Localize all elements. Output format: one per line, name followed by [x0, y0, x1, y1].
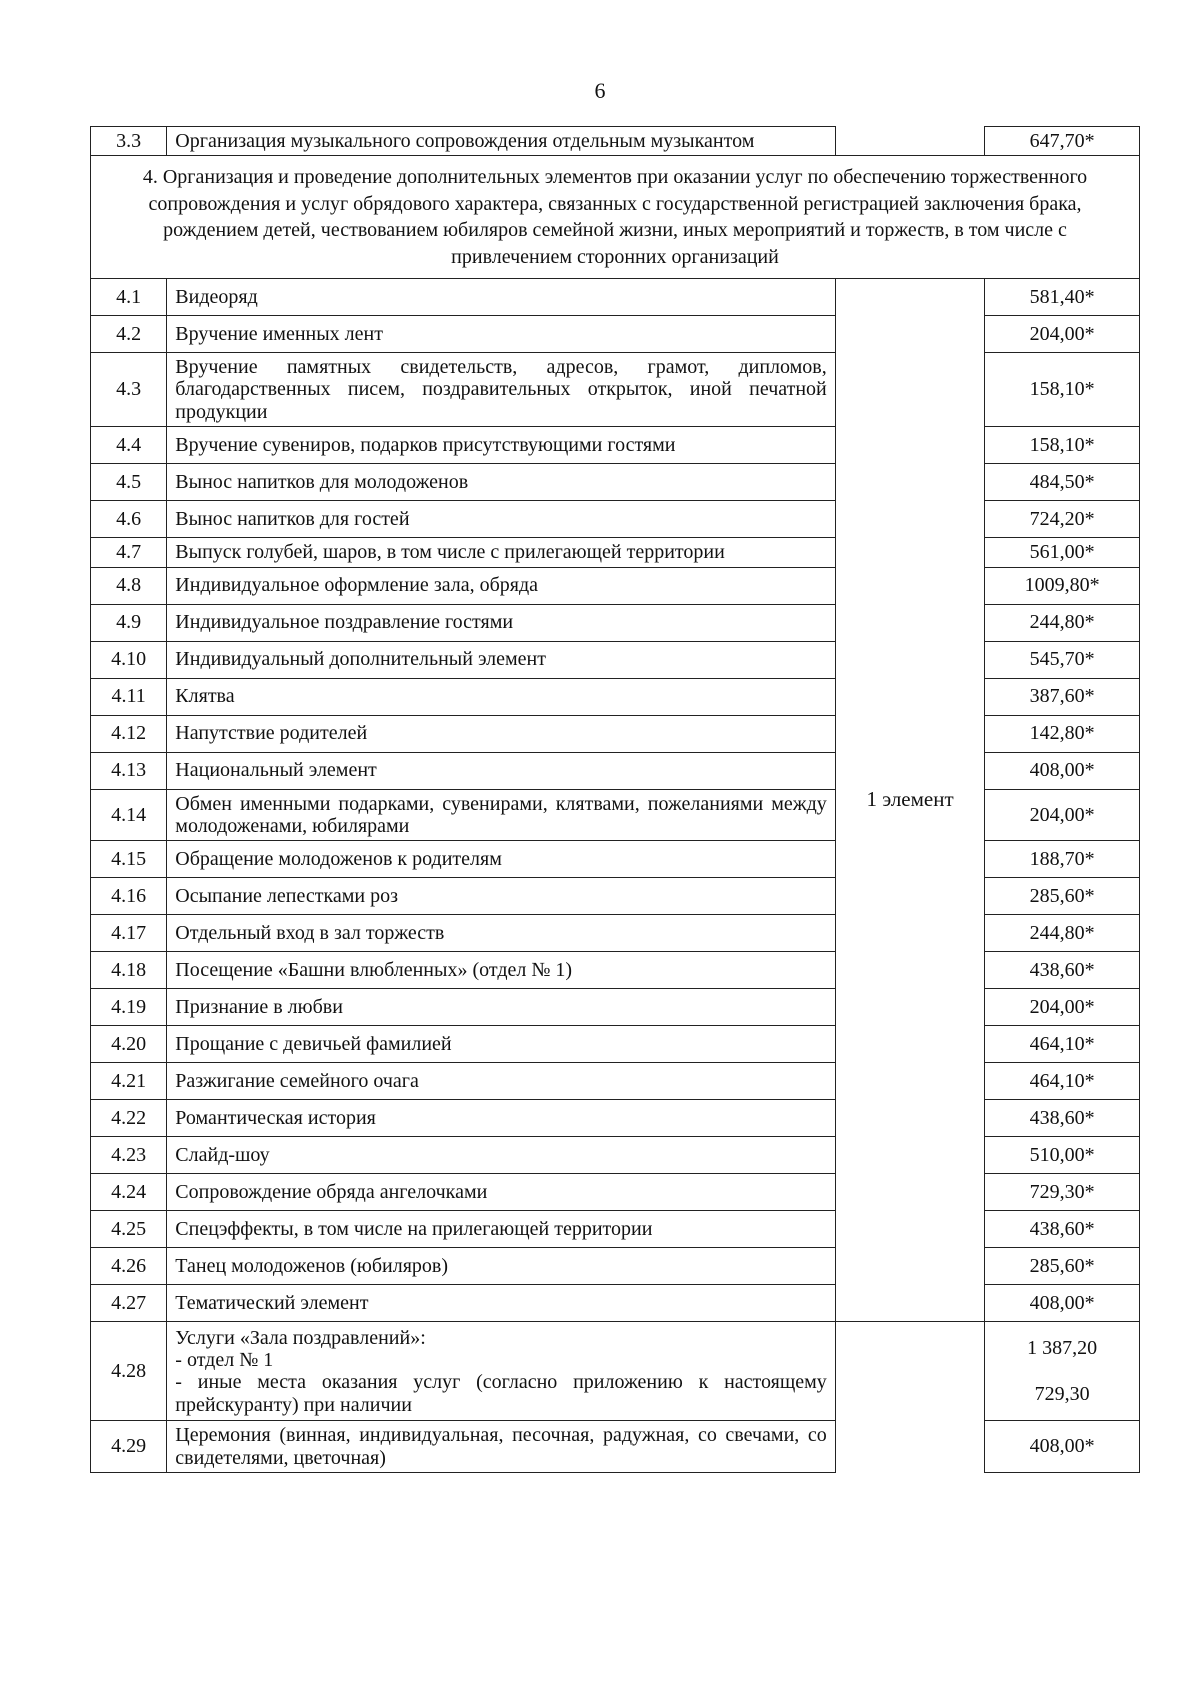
service-price: 464,10*	[985, 1063, 1140, 1100]
hall-services-item: - иные места оказания услуг (согласно приложению к настоящему прейскуранту) при наличии	[175, 1371, 827, 1416]
row-number: 4.12	[91, 715, 167, 752]
service-price: 647,70*	[985, 127, 1140, 156]
hall-price: 1 387,20	[1027, 1337, 1098, 1360]
section-heading-row	[91, 156, 1140, 279]
service-price: 438,60*	[985, 1100, 1140, 1137]
service-name: Напутствие родителей	[167, 715, 835, 752]
row-number: 4.24	[91, 1174, 167, 1211]
service-name: Сопровождение обряда ангелочками	[167, 1174, 835, 1211]
service-name: Вручение памятных свидетельств, адресов, грамот, дипломов, благодарственных писем, поздравительных открыток, иной печатной продукции	[167, 352, 835, 426]
unit-cell-empty	[835, 127, 985, 156]
row-number: 4.9	[91, 604, 167, 641]
row-number: 4.8	[91, 567, 167, 604]
service-name: Посещение «Башни влюбленных» (отдел № 1)	[167, 952, 835, 989]
section-4-title: 4. Организация и проведение дополнительных элементов при оказании услуг по обеспечению торжественного сопровождения и услуг обрядового характера, связанных с государственной регистрацией заключения брака, рождением детей, чествованием юбиляров семейной жизни, иных мероприятий и торжеств, в том числе с привлечением сторонних организаций	[91, 156, 1140, 279]
service-price: 387,60*	[985, 678, 1140, 715]
row-number: 4.1	[91, 278, 167, 315]
row-number: 4.21	[91, 1063, 167, 1100]
service-name: Признание в любви	[167, 989, 835, 1026]
service-price: 244,80*	[985, 915, 1140, 952]
table-row-4-29	[91, 1421, 1140, 1473]
row-number: 4.20	[91, 1026, 167, 1063]
row-number: 4.23	[91, 1137, 167, 1174]
service-name: Индивидуальное оформление зала, обряда	[167, 567, 835, 604]
table-row-3-3	[91, 127, 1140, 156]
service-price: 158,10*	[985, 427, 1140, 464]
service-price: 142,80*	[985, 715, 1140, 752]
service-price: 510,00*	[985, 1137, 1140, 1174]
service-name: Церемония (винная, индивидуальная, песочная, радужная, со свечами, со свидетелями, цветочная)	[167, 1421, 835, 1473]
service-price: 408,00*	[985, 1285, 1140, 1322]
service-name: Обращение молодоженов к родителям	[167, 841, 835, 878]
service-name: Слайд-шоу	[167, 1137, 835, 1174]
service-name: Клятва	[167, 678, 835, 715]
service-name: Разжигание семейного очага	[167, 1063, 835, 1100]
unit-cell-empty	[835, 1421, 985, 1473]
row-number: 4.14	[91, 789, 167, 841]
row-number: 4.7	[91, 538, 167, 567]
service-price: 188,70*	[985, 841, 1140, 878]
service-name: Индивидуальное поздравление гостями	[167, 604, 835, 641]
row-number: 4.5	[91, 464, 167, 501]
row-number: 4.18	[91, 952, 167, 989]
service-price: 724,20*	[985, 501, 1140, 538]
service-name: Вынос напитков для молодоженов	[167, 464, 835, 501]
service-name: Осыпание лепестками роз	[167, 878, 835, 915]
row-number: 4.22	[91, 1100, 167, 1137]
row-number: 4.26	[91, 1248, 167, 1285]
service-name: Вручение сувениров, подарков присутствующими гостями	[167, 427, 835, 464]
price-table	[90, 126, 1140, 1473]
service-name: Вручение именных лент	[167, 315, 835, 352]
row-number: 4.13	[91, 752, 167, 789]
service-price: 244,80*	[985, 604, 1140, 641]
row-number: 4.29	[91, 1421, 167, 1473]
service-name: Вынос напитков для гостей	[167, 501, 835, 538]
service-price: 1009,80*	[985, 567, 1140, 604]
unit-cell: 1 элемент	[835, 278, 985, 1321]
service-price: 484,50*	[985, 464, 1140, 501]
service-name: Национальный элемент	[167, 752, 835, 789]
row-number: 4.10	[91, 641, 167, 678]
row-number: 4.3	[91, 352, 167, 426]
service-name: Обмен именными подарками, сувенирами, клятвами, пожеланиями между молодоженами, юбилярами	[167, 789, 835, 841]
service-price: 581,40*	[985, 278, 1140, 315]
service-name: Выпуск голубей, шаров, в том числе с прилегающей территории	[167, 538, 835, 567]
service-price: 438,60*	[985, 952, 1140, 989]
page-number: 6	[594, 78, 606, 103]
row-number: 4.27	[91, 1285, 167, 1322]
service-price: 438,60*	[985, 1211, 1140, 1248]
service-price: 158,10*	[985, 352, 1140, 426]
service-name	[167, 1322, 835, 1421]
service-name: Романтическая история	[167, 1100, 835, 1137]
row-number: 4.28	[91, 1322, 167, 1421]
row-number: 4.19	[91, 989, 167, 1026]
row-number: 4.16	[91, 878, 167, 915]
service-price: 204,00*	[985, 315, 1140, 352]
service-price: 729,30*	[985, 1174, 1140, 1211]
row-number: 4.17	[91, 915, 167, 952]
service-price: 204,00*	[985, 789, 1140, 841]
unit-cell-empty	[835, 1322, 985, 1421]
service-name: Отдельный вход в зал торжеств	[167, 915, 835, 952]
service-name: Танец молодоженов (юбиляров)	[167, 1248, 835, 1285]
row-number: 4.6	[91, 501, 167, 538]
hall-services-title: Услуги «Зала поздравлений»:	[175, 1326, 426, 1349]
row-number: 4.25	[91, 1211, 167, 1248]
service-name: Организация музыкального сопровождения отдельным музыкантом	[167, 127, 835, 156]
table-row-4-28	[91, 1322, 1140, 1421]
service-price	[985, 1322, 1140, 1421]
service-price: 285,60*	[985, 1248, 1140, 1285]
row-number: 4.11	[91, 678, 167, 715]
row-number: 3.3	[91, 127, 167, 156]
service-price: 204,00*	[985, 989, 1140, 1026]
hall-services-item: - отдел № 1	[175, 1348, 274, 1371]
row-number: 4.4	[91, 427, 167, 464]
service-name: Тематический элемент	[167, 1285, 835, 1322]
service-name: Видеоряд	[167, 278, 835, 315]
hall-price: 729,30	[1034, 1383, 1090, 1406]
service-price: 408,00*	[985, 1421, 1140, 1473]
service-name: Прощание с девичьей фамилией	[167, 1026, 835, 1063]
service-price: 464,10*	[985, 1026, 1140, 1063]
table-row	[91, 278, 1140, 315]
service-name: Спецэффекты, в том числе на прилегающей территории	[167, 1211, 835, 1248]
service-name: Индивидуальный дополнительный элемент	[167, 641, 835, 678]
row-number: 4.15	[91, 841, 167, 878]
service-price: 408,00*	[985, 752, 1140, 789]
service-price: 561,00*	[985, 538, 1140, 567]
row-number: 4.2	[91, 315, 167, 352]
service-price: 285,60*	[985, 878, 1140, 915]
service-price: 545,70*	[985, 641, 1140, 678]
